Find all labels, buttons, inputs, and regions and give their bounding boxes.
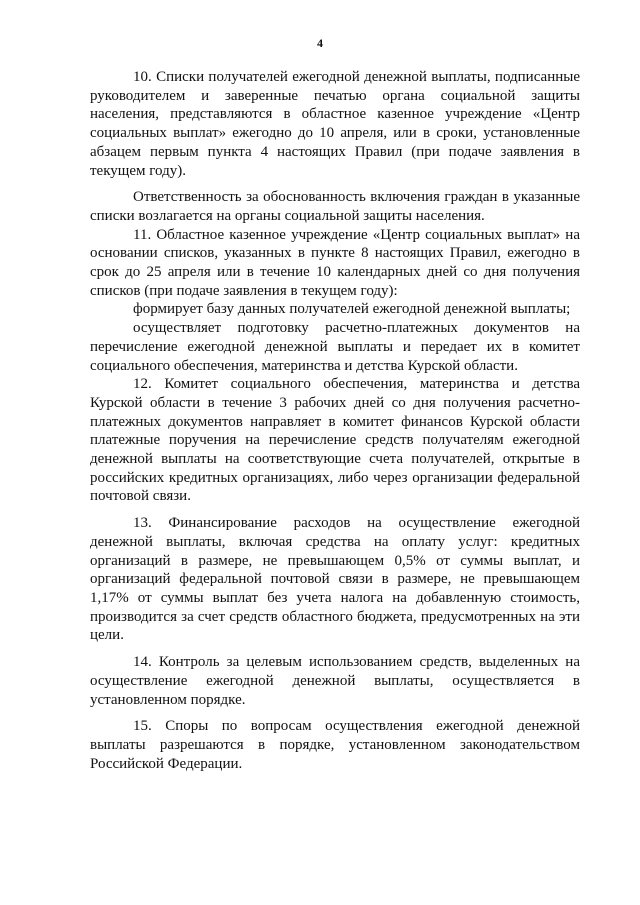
paragraph-14: 14. Контроль за целевым использованием средств, выделенных на осуществление ежегодной денежной выплаты, осуществляется в установленном порядке. — [90, 654, 580, 708]
paragraph-12: 12. Комитет социального обеспечения, материнства и детства Курской области в течение 3 рабочих дней со дня получения расчетно-платежных документов направляет в комитет финансов Курской области платежные поручения на перечисление средств получателям ежегодной денежной выплаты на соответствующие счета получателей, открытые в российских кредитных организациях, либо через организации федеральной почтовой связи. — [90, 376, 580, 505]
paragraph-responsibility: Ответственность за обоснованность включения граждан в указанные списки возлагается на органы социальной защиты населения. — [90, 189, 580, 224]
paragraph-11-item-database: формирует базу данных получателей ежегодной денежной выплаты; — [133, 301, 571, 318]
paragraph-13: 13. Финансирование расходов на осуществление ежегодной денежной выплаты, включая средства на оплату услуг: кредитных организаций в размере, не превышающем 0,5% от суммы выплат, и организаций федеральной почтовой связи в размере, не превышающем 1,17% от суммы выплат без учета налога на добавленную стоимость, производится за счет средств областного бюджета, предусмотренных на эти цели. — [90, 515, 580, 644]
page-number: 4 — [317, 36, 323, 50]
paragraph-11: 11. Областное казенное учреждение «Центр социальных выплат» на основании списков, указанных в пункте 8 настоящих Правил, ежегодно в срок до 25 апреля или в течение 10 календарных дней со дня получения списков (при подаче заявления в текущем году): — [90, 226, 580, 299]
paragraph-11-item-documents: осуществляет подготовку расчетно-платежных документов на перечисление ежегодной денежной выплаты и передает их в комитет социального обеспечения, материнства и детства Курской области. — [90, 320, 580, 374]
paragraph-15: 15. Споры по вопросам осуществления ежегодной денежной выплаты разрешаются в порядке, установленном законодательством Российской Федерации. — [90, 718, 580, 772]
document-body — [90, 68, 580, 773]
paragraph-10: 10. Списки получателей ежегодной денежной выплаты, подписанные руководителем и заверенные печатью органа социальной защиты населения, представляются в областное казенное учреждение «Центр социальных выплат» ежегодно до 10 апреля, или в сроки, установленные абзацем первым пункта 4 настоящих Правил (при подаче заявления в текущем году). — [90, 69, 580, 179]
